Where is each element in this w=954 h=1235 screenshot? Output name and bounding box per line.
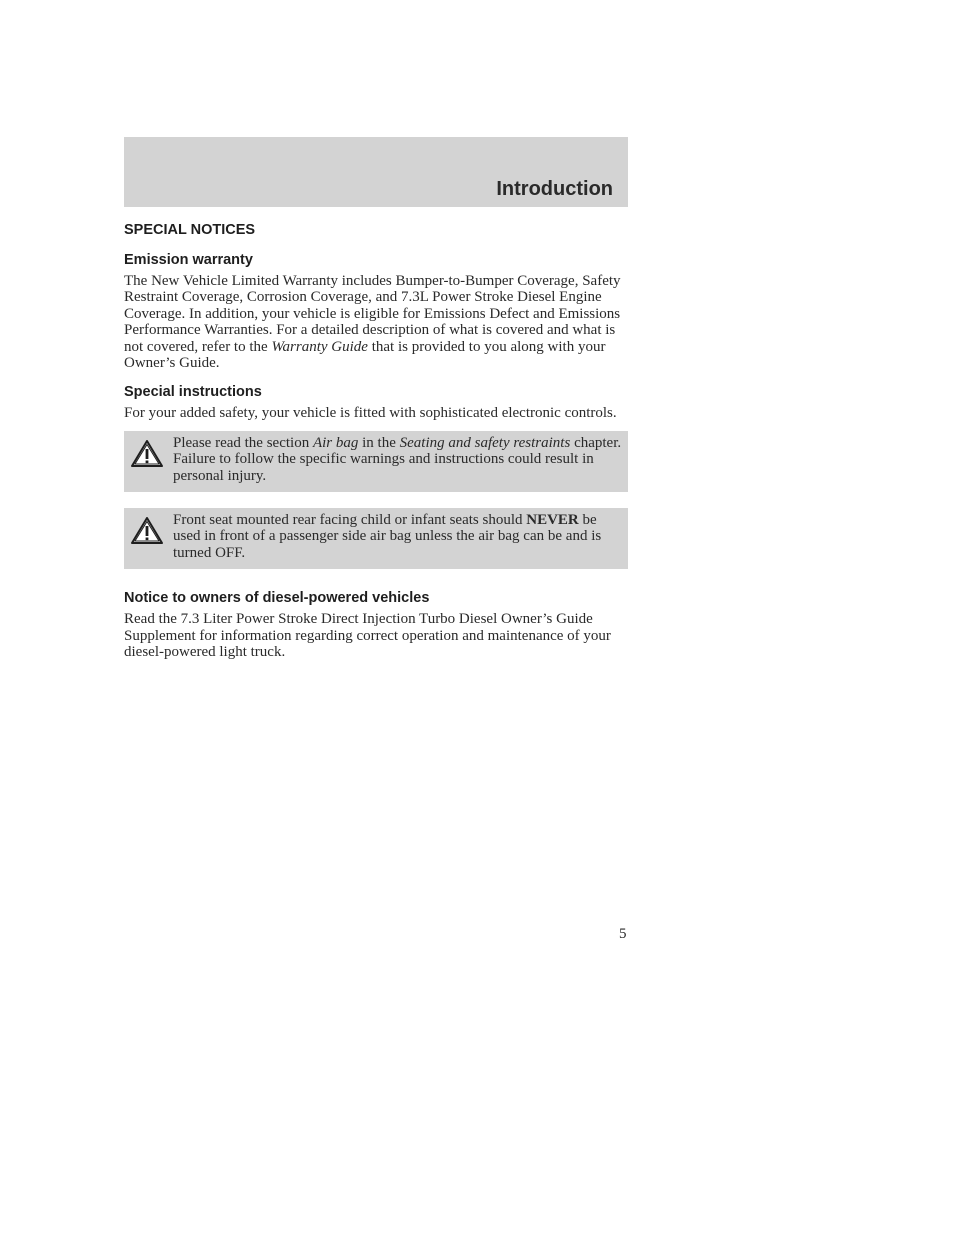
warning-child-seat-text: Front seat mounted rear facing child or infant seats should NEVER be used in front of a passenger side air bag unless the air bag can be and is turned OFF. [173,512,602,561]
warning-airbag-text: Please read the section Air bag in the Seating and safety restraints chapter. Failure to follow the specific warnings and instructions could result in personal injury. [173,434,622,484]
warning-box-airbag [124,431,628,492]
emission-warranty-heading: Emission warranty [124,252,253,268]
section-title: SPECIAL NOTICES [124,222,256,238]
warranty-guide-title: Warranty Guide [271,338,368,355]
warning-triangle-icon [130,516,164,546]
page-number: 5 [619,926,627,942]
header-band [124,137,628,207]
warning-triangle-icon [130,439,164,469]
diesel-notice-heading: Notice to owners of diesel-powered vehicles [124,590,430,607]
page-title: Introduction [496,178,613,200]
special-instructions-heading: Special instructions [124,384,262,401]
warning-box-child-seat [124,508,628,569]
diesel-notice-text: Read the 7.3 Liter Power Stroke Direct Injection Turbo Diesel Owner’s Guide Supplement for information regarding correct operation and maintenance of your diesel-powered light truck. [124,611,611,661]
page-content [124,220,628,661]
special-instructions-text: For your added safety, your vehicle is fitted with sophisticated electronic controls. [124,405,617,422]
emission-warranty-text: The New Vehicle Limited Warranty includes Bumper-to-Bumper Coverage, Safety Restraint Coverage, Corrosion Coverage, and 7.3L Power Stroke Diesel Engine Coverage. In addition, your vehicle is eligible for Emissions Defect and Emissions Performance Warranties. For a detailed description of what is covered and what is not covered, refer to the Warranty Guide that is provided to you along with your Owner’s Guide. [124,273,621,372]
